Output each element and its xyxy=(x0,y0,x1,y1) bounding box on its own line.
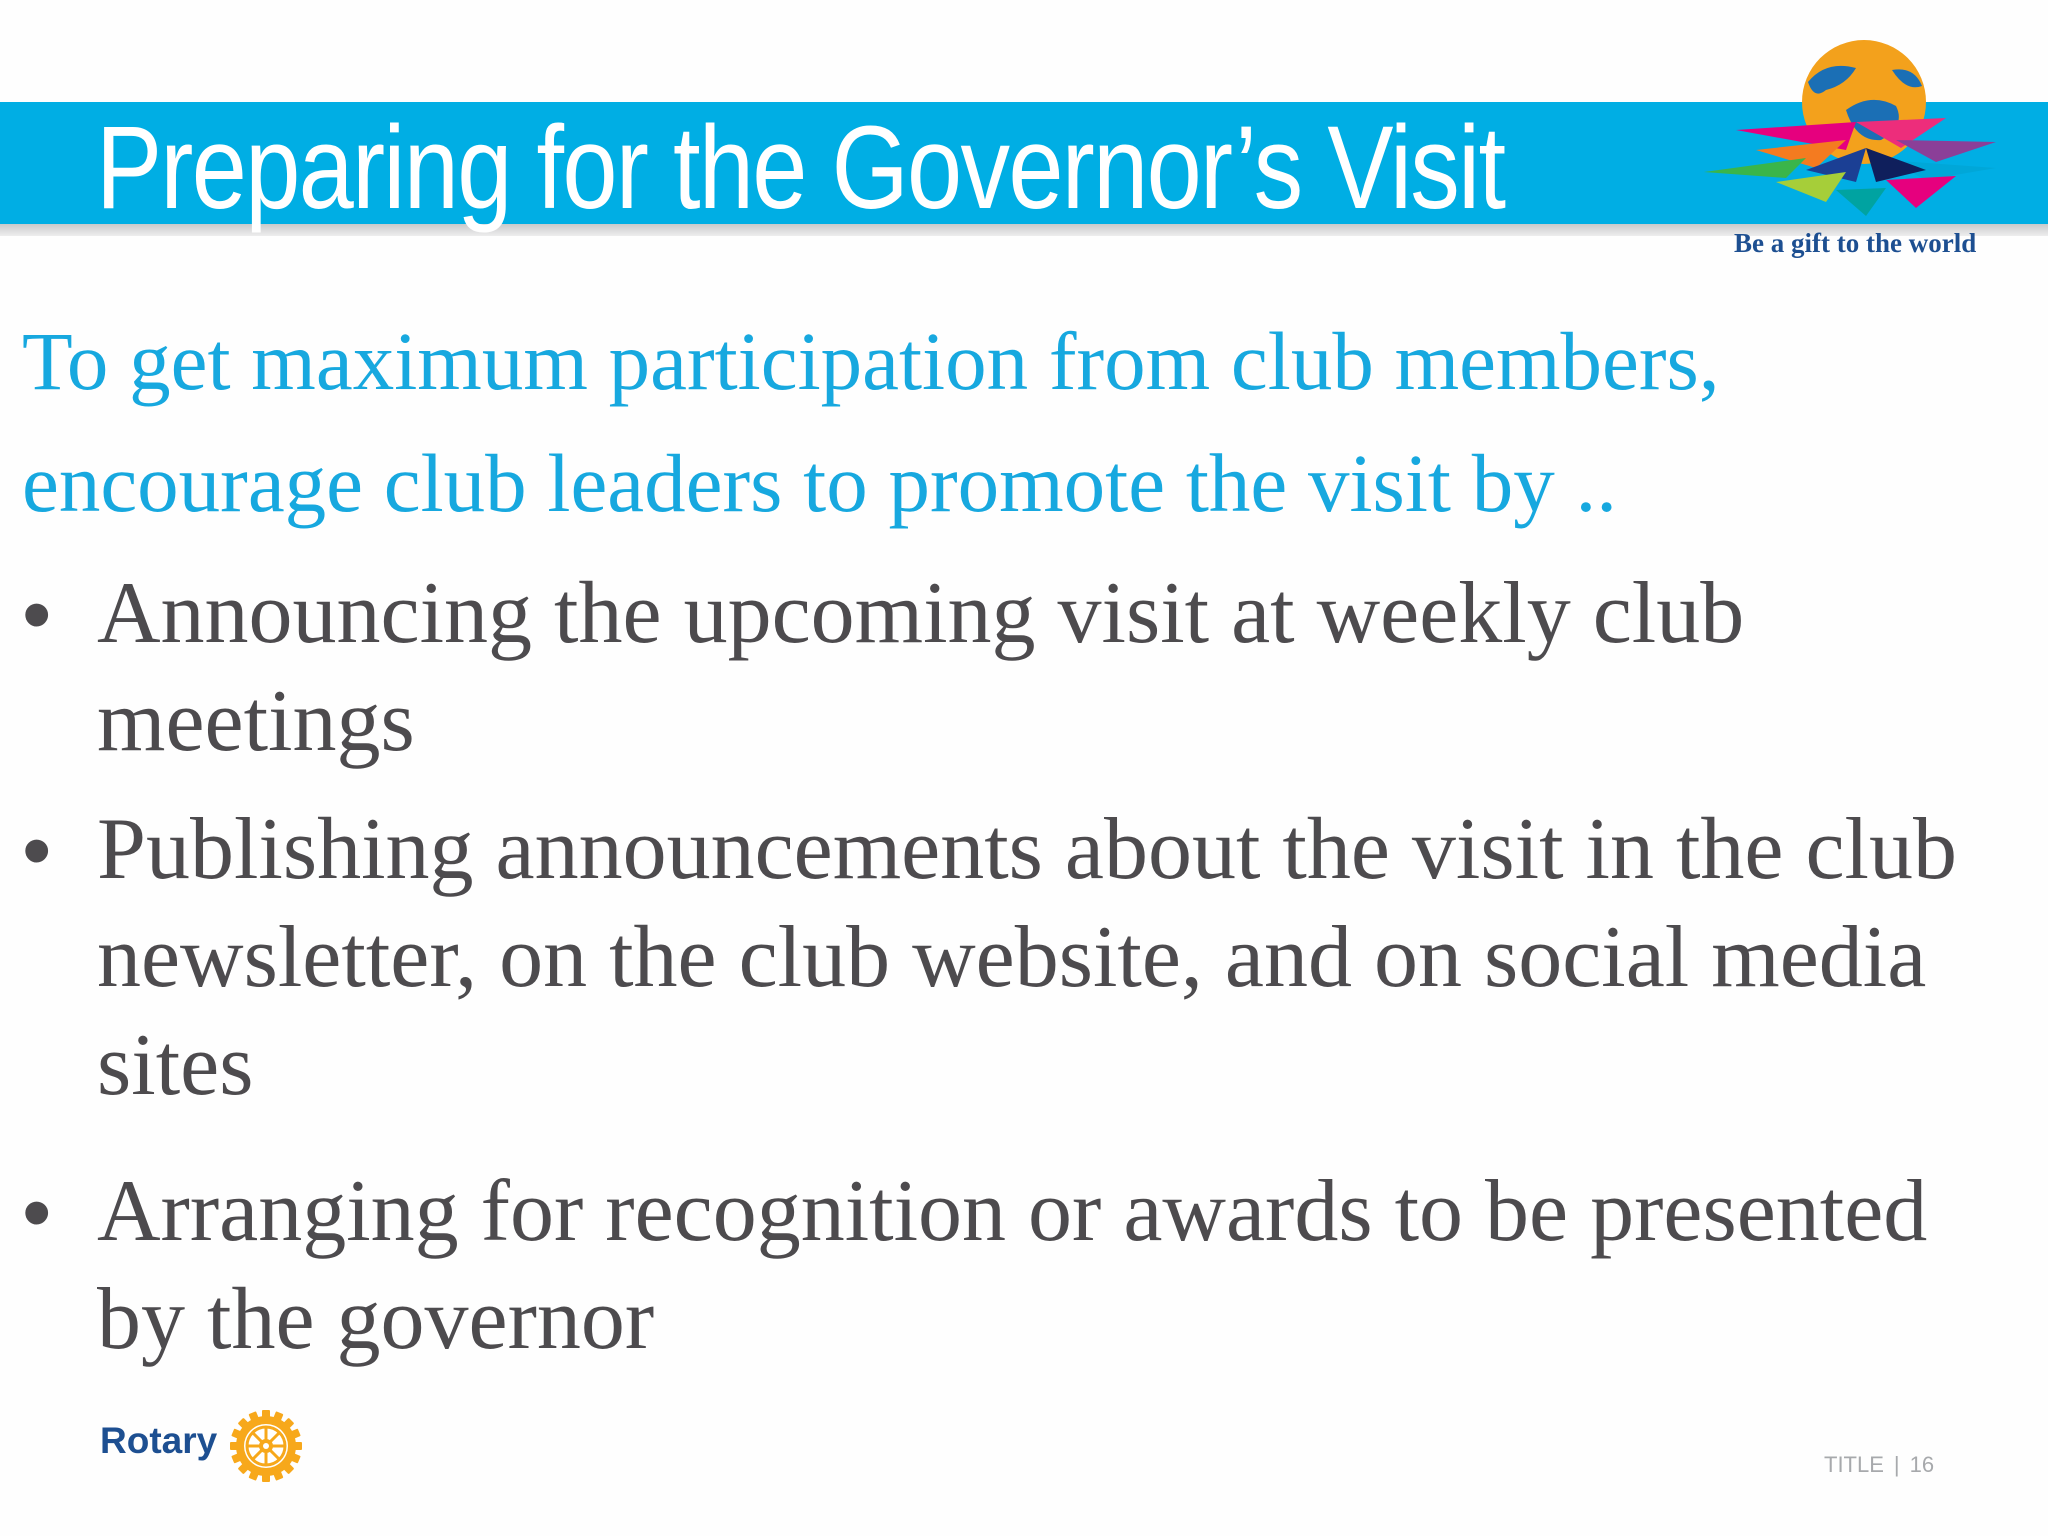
footer-meta xyxy=(1824,1452,1934,1478)
intro-line-2: encourage club leaders to promote the visit by .. xyxy=(22,437,1617,529)
rotary-wheel-icon xyxy=(226,1406,306,1486)
footer-separator: | xyxy=(1893,1452,1900,1477)
list-item xyxy=(0,1158,2017,1374)
bullet-list xyxy=(0,560,2048,1394)
tagline: Be a gift to the world xyxy=(1734,228,1977,258)
intro-line-1: To get maximum participation from club members, xyxy=(22,315,1720,407)
slide-title: Preparing for the Governor’s Visit xyxy=(96,102,1505,234)
footer-title-label: TITLE xyxy=(1824,1452,1884,1477)
page-number: 16 xyxy=(1909,1452,1935,1477)
bullet-icon: • xyxy=(22,1165,52,1259)
intro-text xyxy=(22,300,2022,544)
globe-with-colorful-petals-icon xyxy=(1696,30,2026,230)
bullet-text: Publishing announcements about the visit in the club newsletter, on the club website, and on social media sites xyxy=(97,801,1957,1114)
rotary-brand-text: Rotary xyxy=(100,1420,218,1461)
bullet-text: Announcing the upcoming visit at weekly club meetings xyxy=(97,565,1745,770)
list-item xyxy=(0,796,2017,1120)
bullet-text: Arranging for recognition or awards to be presented by the governor xyxy=(97,1163,1928,1368)
list-item xyxy=(0,560,2017,776)
rotary-logo xyxy=(100,1406,320,1488)
bullet-icon: • xyxy=(22,803,52,897)
bullet-icon: • xyxy=(22,567,52,661)
